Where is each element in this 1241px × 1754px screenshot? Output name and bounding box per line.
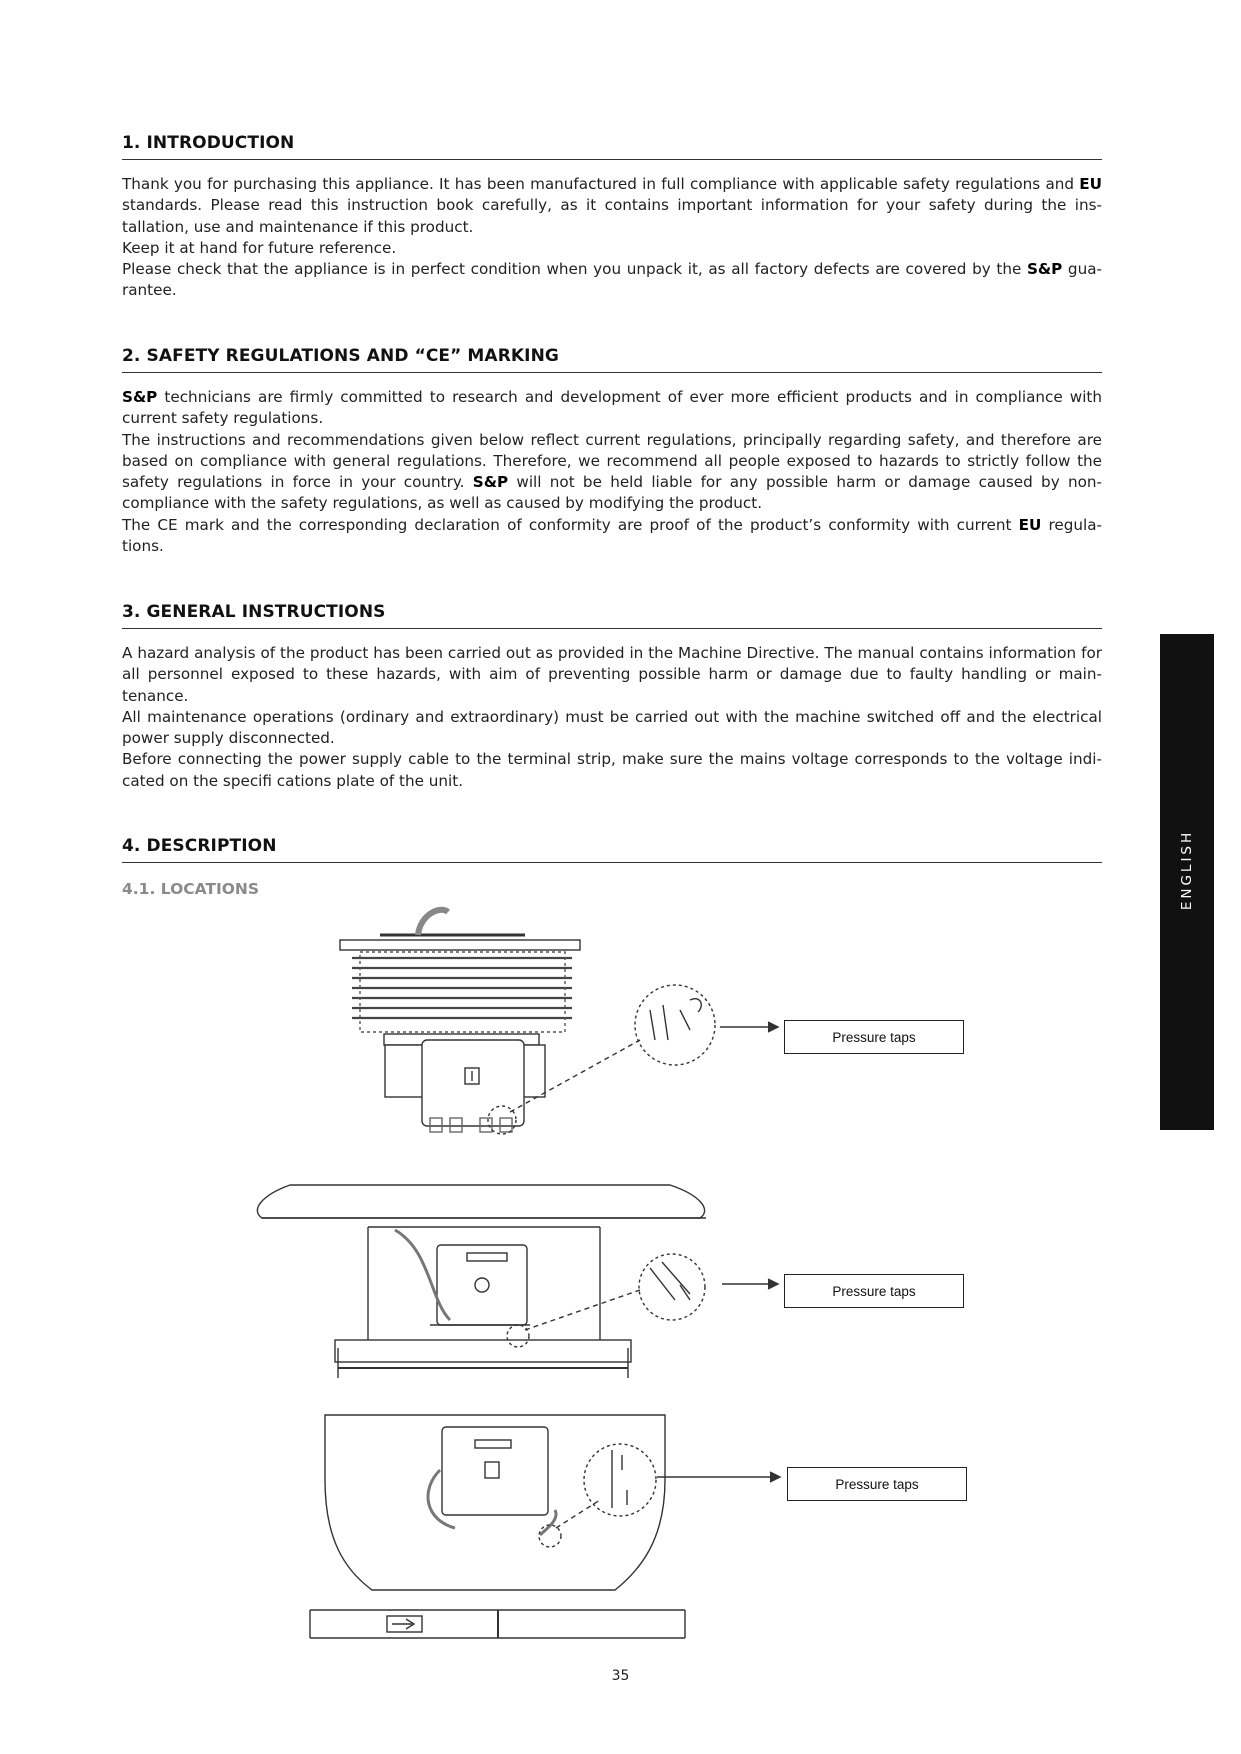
bold-term: S&P: [122, 388, 158, 406]
paragraph: A hazard analysis of the product has been carried out as provided in the Machine Directive. The manual contains information for all personnel exposed to these hazards, with aim of preventing possible harm or damage due to faulty handling or main-tenance.: [122, 644, 1102, 705]
language-tab[interactable]: [1160, 634, 1214, 1130]
section-heading: 1. INTRODUCTION: [122, 133, 1102, 160]
fan-illustration-2: [257, 1185, 778, 1378]
fan-illustration-1: [340, 910, 778, 1134]
paragraph: Thank you for purchasing this appliance. It has been manufactured in full compliance with applicable safety regulations and EU standards. Please read this instruction book carefully, as it contains important information for your safety during the ins-tallation, use and maintenance if this product.: [122, 175, 1102, 236]
bold-term: S&P: [1026, 260, 1063, 279]
bold-term: EU: [1018, 515, 1042, 534]
section-heading: 4. DESCRIPTION: [122, 836, 1102, 863]
paragraph: Please check that the appliance is in perfect condition when you unpack it, as all factory defects are covered by the S&P gua-rantee.: [122, 260, 1102, 300]
paragraph: Before connecting the power supply cable to the terminal strip, make sure the mains voltage corresponds to the voltage indi-cated on the specifi cations plate of the unit.: [122, 750, 1102, 790]
paragraph: The instructions and recommendations given below reflect current regulations, principally regarding safety, and therefore are based on compliance with general regulations. Therefore, we recommend all people exposed to hazards to strictly follow the safety regulations in force in your country. S&P will not be held liable for any possible harm or damage caused by non-compliance with the safety regulations, as well as caused by modifying the product.: [122, 430, 1102, 513]
language-tab-label: ENGLISH: [1179, 829, 1195, 911]
paragraph: The CE mark and the corresponding declaration of conformity are proof of the product’s conformity with current EU regula-tions.: [122, 515, 1102, 556]
fan-illustration-3: [310, 1415, 780, 1638]
pressure-taps-label-1: Pressure taps: [784, 1020, 964, 1054]
pressure-taps-label-2: Pressure taps: [784, 1274, 964, 1308]
page-number: 35: [611, 1668, 630, 1684]
bold-term: S&P: [472, 473, 509, 492]
subsection-heading-locations: 4.1. LOCATIONS: [122, 880, 260, 898]
paragraph: Keep it at hand for future reference.: [122, 238, 397, 257]
pressure-taps-label-3: Pressure taps: [787, 1467, 967, 1501]
paragraph: S&P technicians are firmly committed to research and development of ever more efficient products and in compliance with current safety regulations.: [122, 388, 1102, 428]
section-heading: 2. SAFETY REGULATIONS AND “CE” MARKING: [122, 346, 1102, 373]
section-heading: 3. GENERAL INSTRUCTIONS: [122, 602, 1102, 629]
paragraph: All maintenance operations (ordinary and extraordinary) must be carried out with the machine switched off and the electrical power supply disconnected.: [122, 707, 1102, 748]
bold-term: EU: [1079, 175, 1102, 193]
